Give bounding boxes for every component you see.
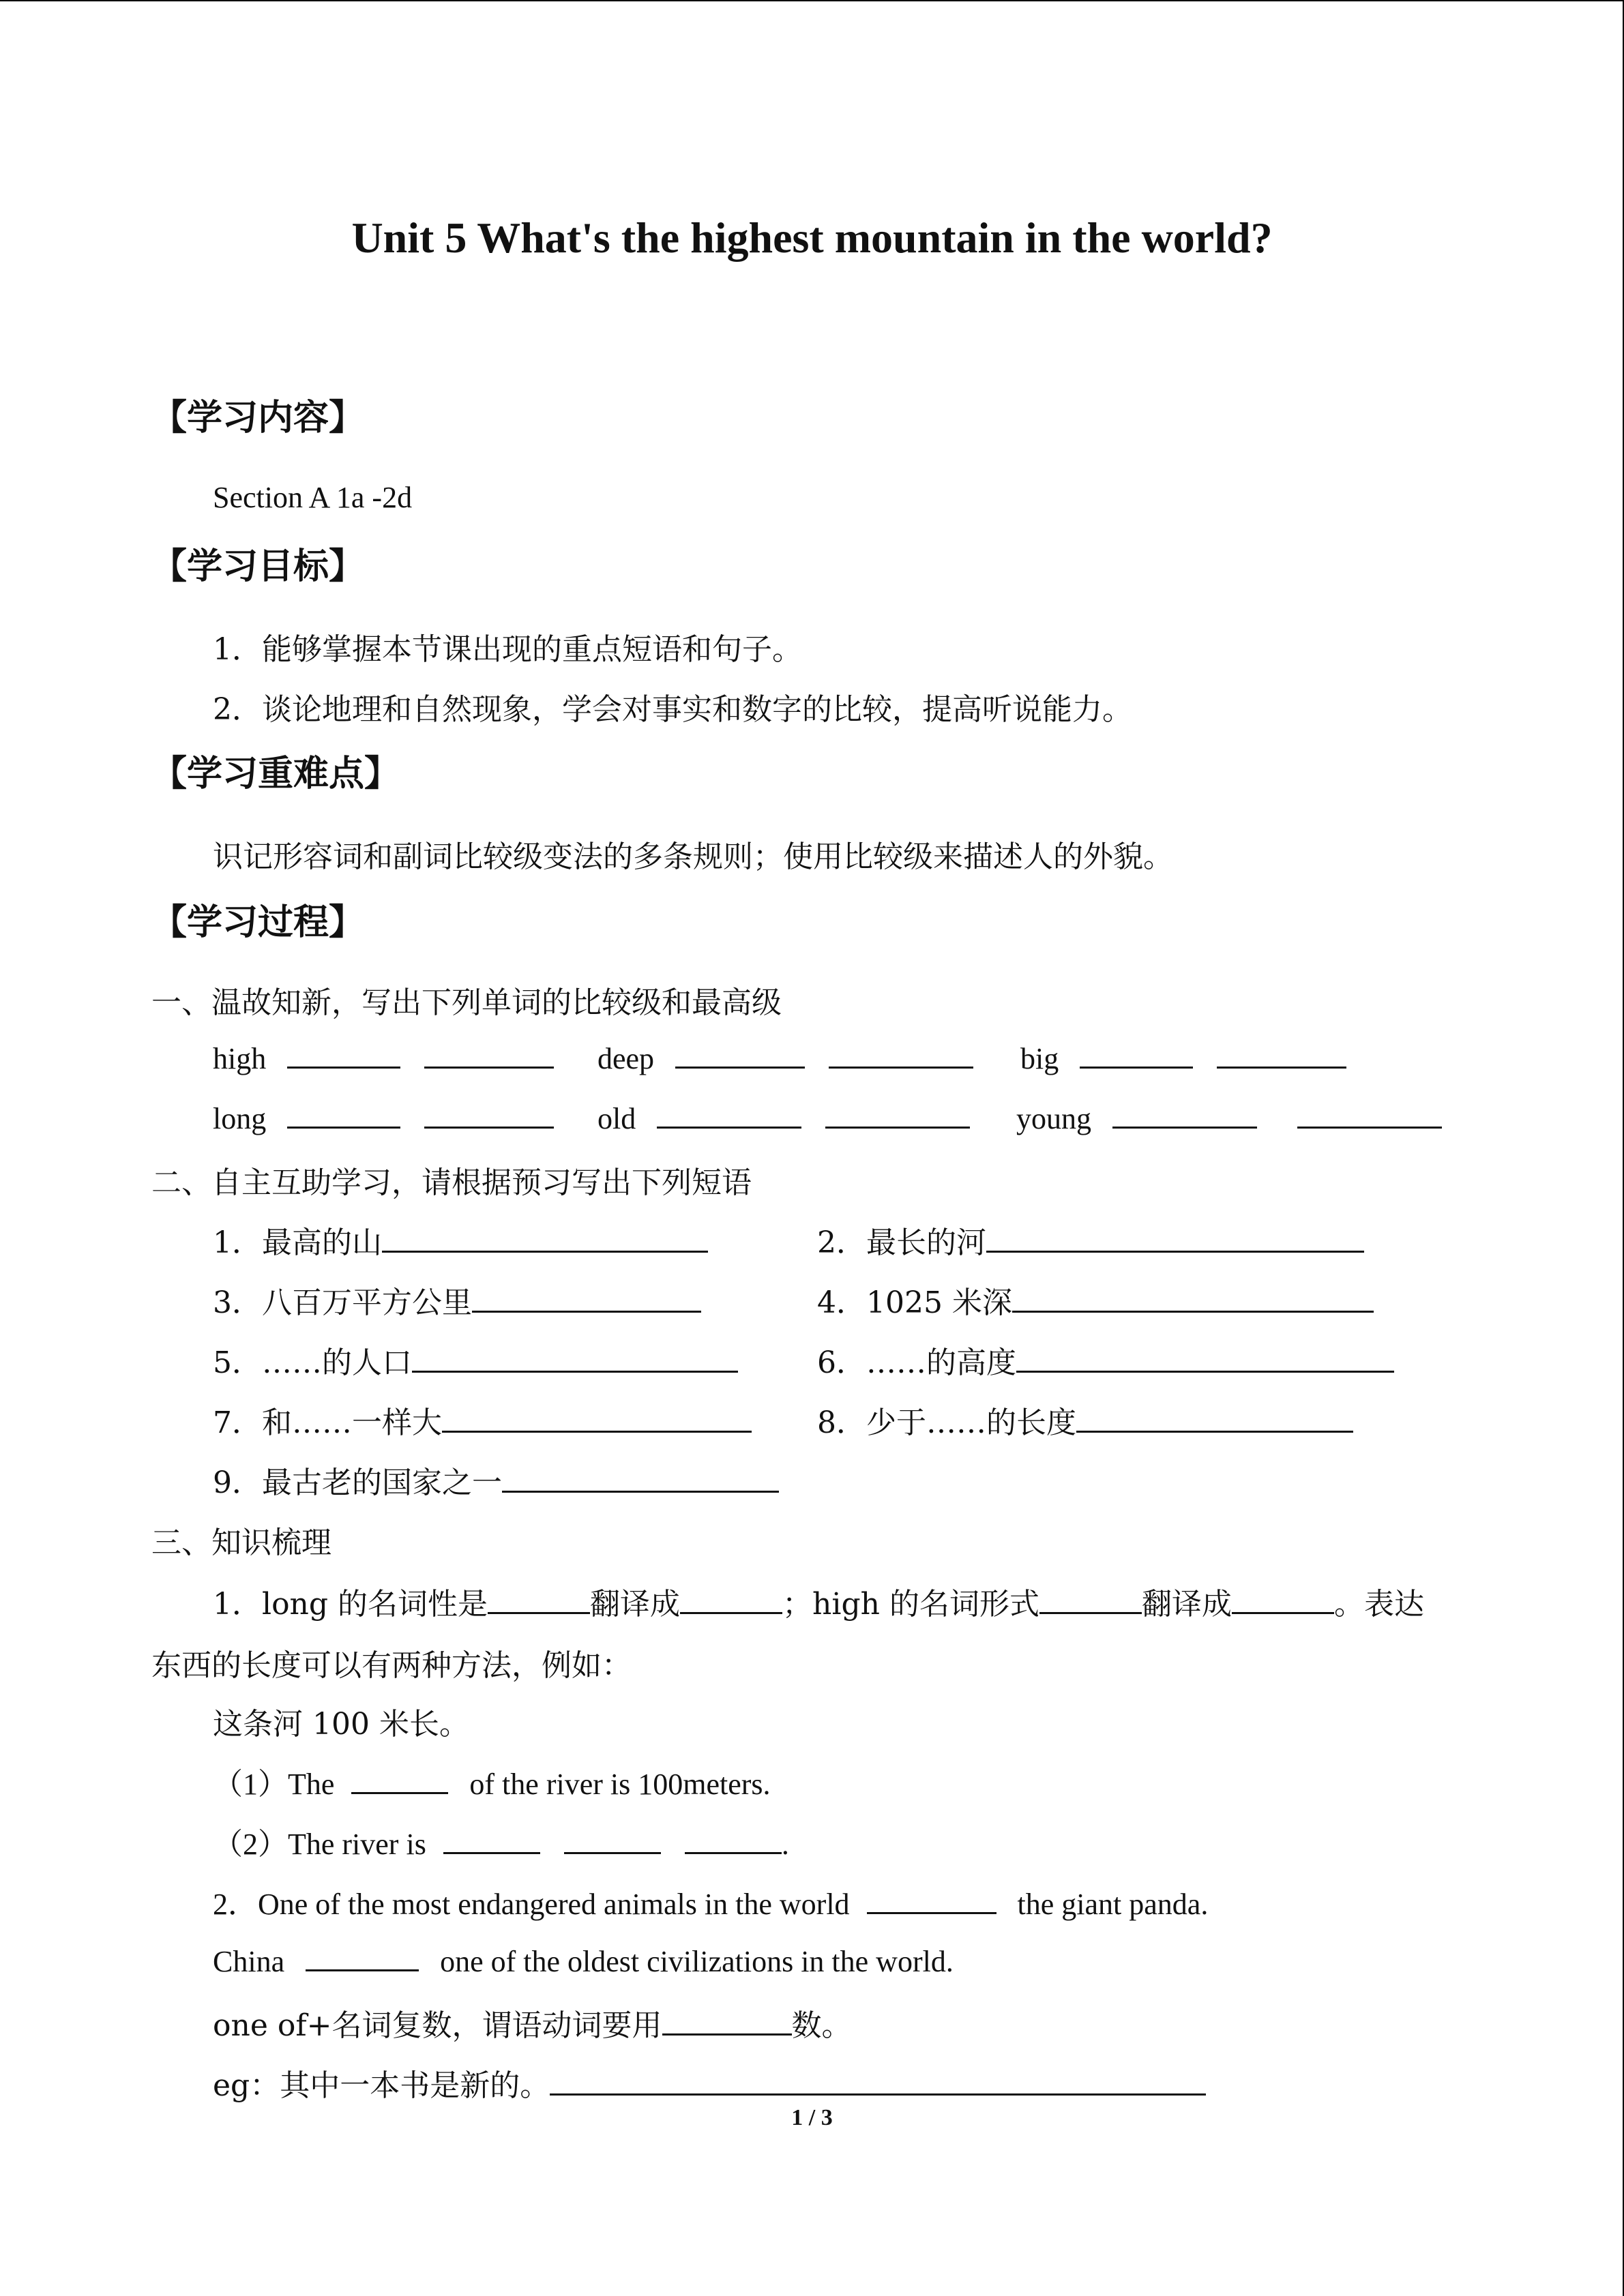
blank-high-superlative[interactable] — [424, 1039, 554, 1069]
blank-example-2b[interactable] — [564, 1825, 661, 1854]
blank-deep-superlative[interactable] — [829, 1039, 973, 1069]
example-sentence: 这条河 100 米长。 — [213, 1707, 469, 1742]
blank-big-superlative[interactable] — [1217, 1039, 1346, 1069]
phrase-5: 5．……的人口 — [213, 1338, 738, 1382]
blank-long-comparative[interactable] — [287, 1099, 400, 1129]
difficulty-text: 识记形容词和副词比较级变法的多条规则；使用比较级来描述人的外貌。 — [213, 839, 1173, 874]
phrase-3: 3．八百万平方公里 — [213, 1278, 701, 1322]
goal-2: 2．谈论地理和自然现象，学会对事实和数字的比较，提高听说能力。 — [213, 692, 1132, 727]
word-big-group — [1020, 1039, 1346, 1076]
word-row-2 — [213, 1099, 554, 1136]
heading-learning-goals: 【学习目标】 — [151, 546, 365, 587]
example-1: （1）The of the river is 100meters. — [213, 1759, 771, 1803]
goal-1: 1．能够掌握本节课出现的重点短语和句子。 — [213, 632, 802, 667]
china-sentence: China one of the oldest civilizations in the world. — [213, 1942, 954, 1979]
blank-phrase-7[interactable] — [442, 1403, 752, 1433]
example-2: （2）The river is . — [213, 1819, 789, 1863]
part2-title: 二、自主互助学习，请根据预习写出下列短语 — [151, 1165, 752, 1200]
blank-panda-verb[interactable] — [867, 1885, 996, 1914]
blank-phrase-2[interactable] — [986, 1223, 1364, 1253]
blank-high-translation[interactable] — [1232, 1585, 1334, 1614]
word-deep-group — [597, 1039, 973, 1076]
blank-example-2c[interactable] — [685, 1825, 782, 1854]
part1-title: 一、温故知新，写出下列单词的比较级和最高级 — [151, 985, 782, 1020]
content-text: Section A 1a -2d — [213, 481, 413, 514]
blank-big-comparative[interactable] — [1080, 1039, 1193, 1069]
phrase-9: 9．最古老的国家之一 — [213, 1458, 779, 1502]
word-old: old — [597, 1102, 636, 1135]
blank-number-form[interactable] — [662, 2006, 792, 2036]
page-number: 1 / 3 — [791, 2105, 833, 2130]
page-title: Unit 5 What's the highest mountain in the world? — [351, 213, 1273, 262]
heading-learning-process: 【学习过程】 — [151, 902, 365, 943]
blank-china-verb[interactable] — [306, 1942, 419, 1971]
blank-phrase-5[interactable] — [412, 1343, 738, 1373]
blank-high-comparative[interactable] — [287, 1039, 400, 1069]
blank-example-1[interactable] — [351, 1765, 448, 1794]
heading-learning-content: 【学习内容】 — [151, 398, 365, 438]
phrase-8: 8．少于……的长度 — [817, 1398, 1353, 1442]
blank-eg-translation[interactable] — [550, 2066, 1206, 2096]
blank-young-comparative[interactable] — [1112, 1099, 1257, 1129]
knowledge-point-1: 1．long 的名词性是 翻译成 ；high 的名词形式 翻译成 。表达 — [213, 1579, 1424, 1623]
blank-old-superlative[interactable] — [825, 1099, 970, 1129]
word-deep: deep — [597, 1042, 655, 1075]
example-eg: eg：其中一本书是新的。 — [213, 2061, 1206, 2104]
phrase-4: 4．1025 米深 — [817, 1278, 1374, 1322]
blank-phrase-4[interactable] — [1012, 1283, 1374, 1313]
word-big: big — [1020, 1042, 1059, 1075]
blank-phrase-9[interactable] — [502, 1463, 779, 1493]
knowledge-point-1-continued: 东西的长度可以有两种方法，例如： — [151, 1648, 632, 1683]
knowledge-point-2: 2．One of the most endangered animals in the world the giant panda. — [213, 1879, 1208, 1923]
word-high: high — [213, 1042, 267, 1075]
blank-long-translation[interactable] — [680, 1585, 782, 1614]
phrase-2: 2．最长的河 — [817, 1218, 1364, 1262]
blank-high-noun[interactable] — [1039, 1585, 1142, 1614]
blank-phrase-6[interactable] — [1016, 1343, 1394, 1373]
grammar-rule: one of+名词复数，谓语动词要用 数。 — [213, 2001, 852, 2044]
blank-young-superlative[interactable] — [1297, 1099, 1442, 1129]
word-young-group — [1016, 1099, 1442, 1136]
heading-difficulties: 【学习重难点】 — [151, 754, 400, 794]
word-old-group — [597, 1099, 970, 1136]
blank-phrase-3[interactable] — [472, 1283, 701, 1313]
phrase-1: 1．最高的山 — [213, 1218, 708, 1262]
blank-deep-comparative[interactable] — [675, 1039, 805, 1069]
phrase-6: 6．……的高度 — [817, 1338, 1394, 1382]
word-long: long — [213, 1102, 267, 1135]
phrase-7: 7．和……一样大 — [213, 1398, 752, 1442]
blank-example-2a[interactable] — [443, 1825, 540, 1854]
word-row-1 — [213, 1039, 554, 1076]
part3-title: 三、知识梳理 — [151, 1525, 331, 1560]
blank-old-comparative[interactable] — [657, 1099, 801, 1129]
blank-phrase-8[interactable] — [1076, 1403, 1353, 1433]
blank-phrase-1[interactable] — [382, 1223, 708, 1253]
word-young: young — [1016, 1102, 1091, 1135]
blank-long-noun[interactable] — [488, 1585, 590, 1614]
blank-long-superlative[interactable] — [424, 1099, 554, 1129]
